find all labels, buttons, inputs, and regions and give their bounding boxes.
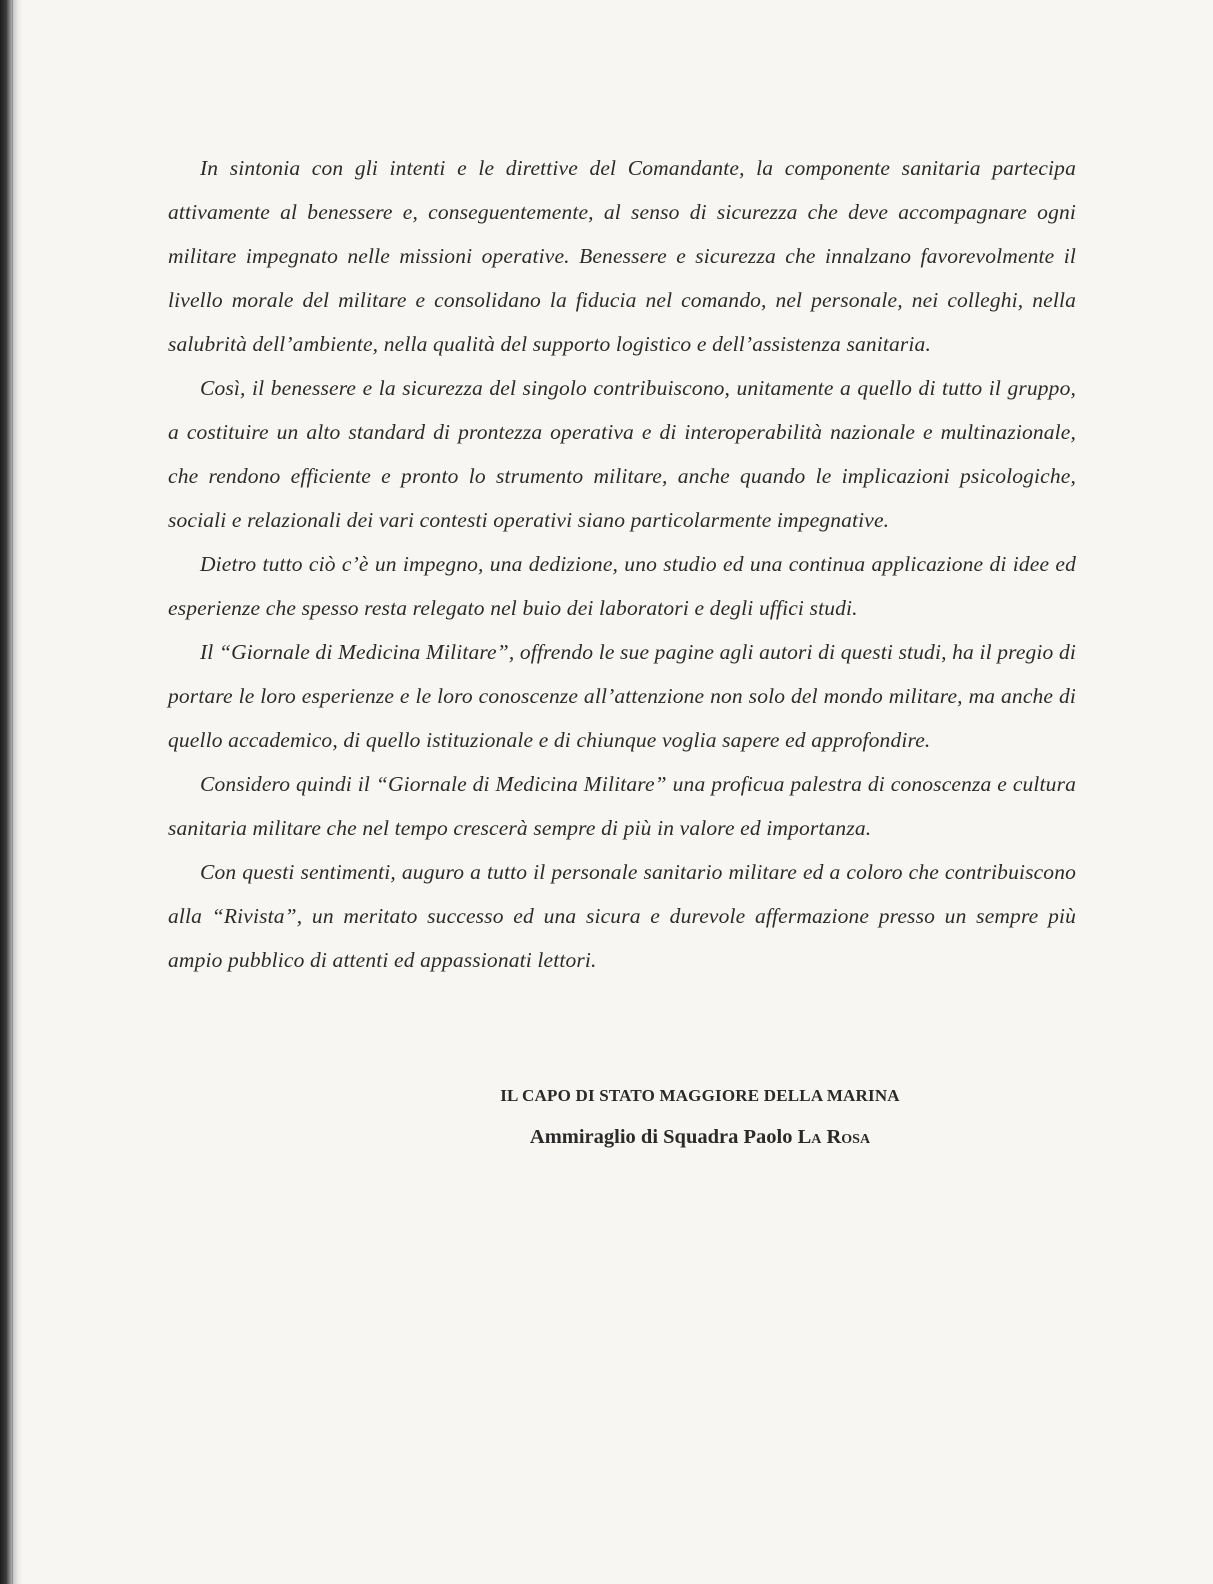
paragraph: Il “Giornale di Medicina Militare”, offrendo le sue pagine agli autori di questi studi, ha il pregio di portare le loro esperienze e le loro conoscenze all’attenzione non solo del mondo militare, ma anche di quello accademico, di quello istituzionale e di chiunque voglia sapere ed approfondire. [168,640,1076,752]
signature-block [430,1083,970,1151]
signatory-surname: La Rosa [797,1126,871,1148]
body-text [168,146,1076,982]
paragraph: Dietro tutto ciò c’è un impegno, una dedizione, uno studio ed una continua applicazione di idee ed esperienze che spesso resta relegato nel buio dei laboratori e degli uffici studi. [168,552,1076,620]
signatory-title: IL CAPO DI STATO MAGGIORE DELLA MARINA [500,1086,900,1105]
letter-body [168,146,1076,982]
paragraph: Così, il benessere e la sicurezza del singolo contribuiscono, unitamente a quello di tutto il gruppo, a costituire un alto standard di prontezza operativa e di interoperabilità nazionale e multinazionale, che rendono efficiente e pronto lo strumento militare, anche quando le implicazioni psicologiche, sociali e relazionali dei vari contesti operativi siano particolarmente impegnative. [168,376,1076,532]
signatory-name [430,1123,970,1151]
paragraph: Con questi sentimenti, auguro a tutto il personale sanitario militare ed a coloro che contribuiscono alla “Rivista”, un meritato successo ed una sicura e durevole affermazione presso un sempre più ampio pubblico di attenti ed appassionati lettori. [168,860,1076,972]
paragraph: Considero quindi il “Giornale di Medicina Militare” una proficua palestra di conoscenza e cultura sanitaria militare che nel tempo crescerà sempre di più in valore ed importanza. [168,772,1076,840]
paragraph: In sintonia con gli intenti e le direttive del Comandante, la componente sanitaria partecipa attivamente al benessere e, conseguentemente, al senso di sicurezza che deve accompagnare ogni militare impegnato nelle missioni operative. Benessere e sicurezza che innalzano favorevolmente il livello morale del militare e consolidano la fiducia nel comando, nel personale, nei colleghi, nella salubrità dell’ambiente, nella qualità del supporto logistico e dell’assistenza sanitaria. [168,156,1076,356]
page-edge-line [12,0,13,1584]
book-spine-shadow [0,0,22,1584]
signatory-rank-and-name: Ammiraglio di Squadra Paolo [529,1126,793,1148]
